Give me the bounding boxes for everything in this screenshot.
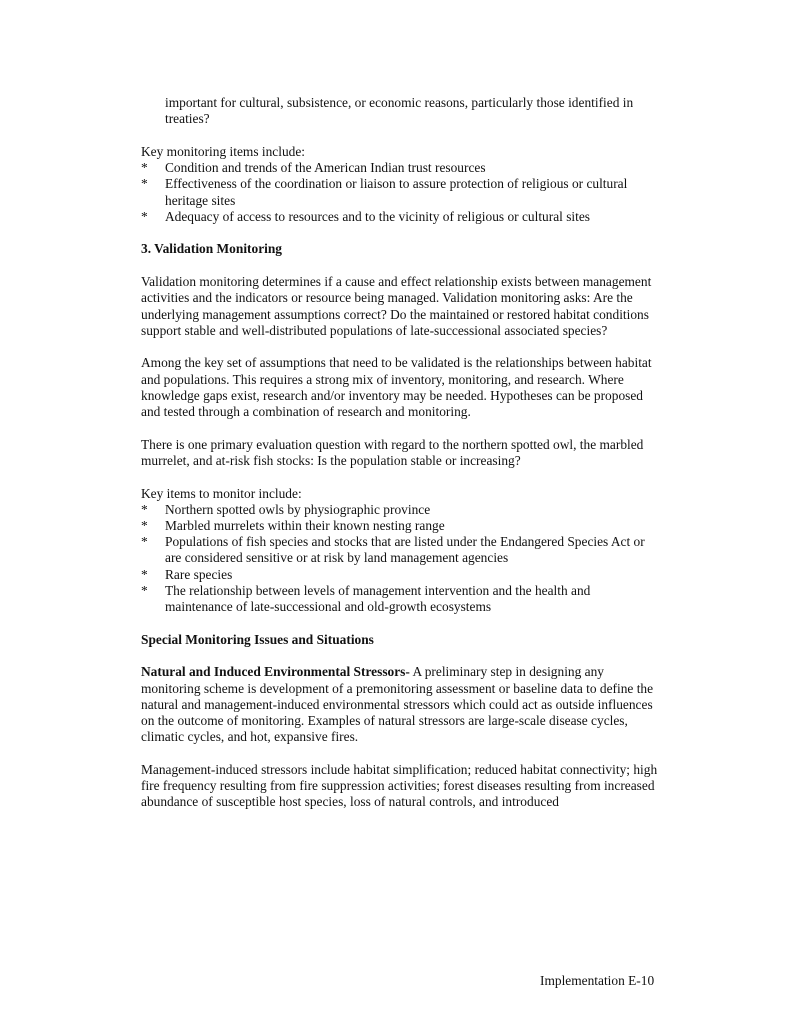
subsection-heading: Special Monitoring Issues and Situations: [141, 631, 374, 647]
bullet-marker: *: [141, 566, 148, 582]
list-item: [141, 160, 661, 176]
list-item: [141, 518, 661, 534]
bullet-marker: *: [141, 208, 148, 224]
stressors-paragraph: [141, 664, 661, 745]
list-item: [141, 176, 661, 208]
key-items-intro: Key items to monitor include:: [141, 485, 302, 501]
management-stressors-paragraph: Management-induced stressors include habitat simplification; reduced habitat connectivity; high fire frequency resulting from fire suppression activities; forest diseases resulting from increased abundance of susceptible host species, loss of natural controls, and introduced: [141, 762, 658, 810]
continuation-paragraph: important for cultural, subsistence, or economic reasons, particularly those identified in treaties?: [165, 95, 634, 127]
bullet-marker: *: [141, 534, 148, 550]
list-item-text: The relationship between levels of management intervention and the health and maintenance of late-successional and old-growth ecosystems: [165, 582, 591, 615]
validation-paragraph-2: Among the key set of assumptions that need to be validated is the relationships between habitat and populations. This requires a strong mix of inventory, monitoring, and research. Where knowledge gaps exist, research and/or inventory may be needed. Hypotheses can be proposed and tested through a combination of research and monitoring.: [141, 355, 652, 420]
section-heading: 3. Validation Monitoring: [141, 241, 282, 257]
list-item: [141, 567, 661, 583]
stressors-text: A preliminary step in designing any monitoring scheme is development of a premonitoring assessment or baseline data to define the natural and management-induced environmental stressors which could act as outside influences on the outcome of monitoring. Examples of natural stressors are large-scale disease cycles, climatic cycles, and hot, expansive fires.: [141, 664, 654, 745]
list-item-text: Marbled murrelets within their known nesting range: [165, 518, 445, 534]
list-item: [141, 534, 661, 566]
list-item-text: Populations of fish species and stocks that are listed under the Endangered Species Act or are considered sensitive or at risk by land management agencies: [165, 534, 645, 566]
page-footer: Implementation E-10: [540, 973, 655, 988]
list-item: [141, 209, 661, 225]
list-item-text: Northern spotted owls by physiographic province: [165, 501, 431, 517]
bullet-marker: *: [141, 160, 148, 176]
list-item-text: Rare species: [165, 566, 233, 582]
list-item-text: Effectiveness of the coordination or liaison to assure protection of religious or cultural heritage sites: [165, 176, 628, 208]
bullet-marker: *: [141, 176, 148, 192]
key-monitoring-list: [141, 160, 661, 225]
key-items-list: [141, 502, 661, 615]
bullet-marker: *: [141, 501, 148, 517]
bullet-marker: *: [141, 582, 148, 598]
list-item-text: Adequacy of access to resources and to the vicinity of religious or cultural sites: [165, 208, 591, 224]
validation-paragraph-1: Validation monitoring determines if a cause and effect relationship exists between management activities and the indicators or resource being managed. Validation monitoring asks: Are the underlying management assumptions correct? Do the maintained or restored habitat conditions support stable and well-distributed populations of late-successional associated species?: [141, 274, 652, 338]
key-monitoring-intro: Key monitoring items include:: [141, 143, 306, 159]
list-item: [141, 502, 661, 518]
stressors-lead: Natural and Induced Environmental Stressors-: [141, 664, 410, 680]
validation-paragraph-3: There is one primary evaluation question with regard to the northern spotted owl, the marbled murrelet, and at-risk fish stocks: Is the population stable or increasing?: [141, 436, 644, 468]
bullet-marker: *: [141, 518, 148, 534]
list-item-text: Condition and trends of the American Indian trust resources: [165, 160, 486, 176]
list-item: [141, 583, 661, 615]
document-page: [141, 95, 661, 811]
